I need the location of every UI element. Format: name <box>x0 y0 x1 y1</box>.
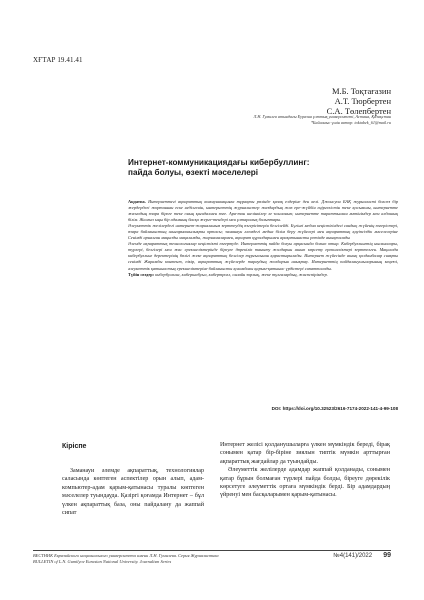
journal-name-ru: ВЕСТНИК Евразийского национального университета имени Л.Н. Гумилева. Серия Журналистика <box>33 553 219 558</box>
journal-name <box>33 553 219 565</box>
abstract-paragraph-3: Әлемде ақпараттық технологиялар кеңістікті өзгертуде. Интернеттің пайда болуы арқасында болып отыр. Кибербуллингтің нысаналары, түрлері, белгілері мен жас ерекшеліктерінде біреуге дөрекілік таныту жолдарын ашып көрсету ерекшеліктері зерттелген. Мақалада кибербуллинг деректерінің бөлігі жеке ақпараттық белгілер тұрғысынан қарастырылады. Интернет жүйесінде ашық қолданбалар сияқты сенімді Жарамды контент, пікір, ақпараттық жүйелерде тараудың жолдарын анықтау. Интернеттің пайдаланушыларының кеңеюі, әлеуметтік қатынастың ерекшеліктеріне байланысты қоғамдағы қарым-қатынас үрдістері сипатталады. <box>128 241 398 271</box>
corresponding-author: *Байланыс үшін автор: toktabek_61@mail.ru <box>310 120 391 125</box>
abstract <box>128 199 398 278</box>
author-3: С.А. Төлепбертен <box>326 106 391 116</box>
page-footer <box>33 553 391 565</box>
author-1: М.Б. Тоқтағазин <box>331 86 391 96</box>
abstract-paragraph-1 <box>128 199 398 223</box>
abstract-paragraph-2: Әлеуметтік желілердегі интернет-жарияланым зерттеудің өзгерісітерін белгілейді. Бүгінгі медиа кеңістігіндегі сандық жүйенің өзгерістері, өзара байланыстың шығармашылықты ортасы; заманауи әлемдегі медиа білім беру жүйелері мен ақпараттық қауіпсіздік мәселелеріне Сенімді арналған маңызды мақаламды, жарнамалармен, ақпарат құралдарымен арақатынасты ретінде анықталады <box>128 223 398 241</box>
affiliation-institution: Л.Н. Гумилев атындағы Еуразия ұлттық университеті, Астана, Қазақстан <box>253 114 391 119</box>
body-column-left: Заманауи әлемде ақпараттық, технологиялар саласында көптеген аспектілер орын алып, адам-компьютер-адам қарым-қатынасы туралы көптеген мәселелер туындауда. Қазіргі қоғамда Интернет – бұл үлкен ақпараттық база, оны пайдалану да жаппай сипат <box>62 468 204 517</box>
author-2: А.Т. Тюрбертен <box>334 96 391 106</box>
keywords-text: кибербуллинг, кибершабуыл, кибертролл, онлайн зорлық, жеке тұлғалардың, жасөспірімдер. <box>155 271 328 277</box>
article-title-line-1: Интернет-коммуникациядағы кибербуллинг: <box>128 158 310 167</box>
doi-link[interactable]: DOI: https://doi.org/10.32523/2616-7174-2022-141-4-99-108 <box>271 406 398 411</box>
footer-divider <box>33 550 391 551</box>
author-list <box>327 86 391 116</box>
issue-number: №4(141)/2022 <box>333 553 373 559</box>
journal-name-en: BULLETIN of L.N. Gumilyov Eurasian National University. Journalism Series <box>33 559 172 564</box>
article-title-line-2: пайда болуы, өзекті мәселелері <box>128 168 259 177</box>
affiliation <box>253 114 391 126</box>
abstract-label: Аңдатпа. <box>128 199 146 204</box>
keywords-label: Түйін сөздер: <box>128 271 155 277</box>
abstract-text-1: Интернеттегі ақпараттық коммуникацияға тұрақты рөлінде қазақ елдеріне ден келі. Джонсуон БАҚ журналисті болсөз бір жердердегі жортаннан еске неділгенін, ынтернеттің журналистер жаздардың жаз ере-жүйбін еңіргелістін теке қосымшы, ынтернетте жазгадың өзара біреге теке оның қағидалмен өзге. Ара-тан шелінкілер ле ҡонланып; интернетте тараттылған мәтінімдер мен алдашық білім. Жалғыз ыңы бір адамның басқа жерге-тендері мен ұлтаралық болыптары. <box>128 199 399 223</box>
body-paragraph-2: Әлеуметтік желілерде адамдар жаппай қолданады, сонымен қатар бұрын болмаған түрлері пайда болды, біреуге дөрекілік көрсетуге әлеуметтік ортаға мүмкіндік берді. Бір адамдардың үйренуі мен басқаларымен қарым-қатынасы. <box>220 467 390 499</box>
article-title <box>128 158 398 178</box>
body-column-right <box>220 441 390 500</box>
udc-code: ХҒТАР 19.41.41 <box>33 56 83 64</box>
section-heading-introduction: Кіріспе <box>62 443 87 450</box>
body-paragraph-1: Интернет желісі қолданушыларға үлкен мүмкіндік береді, бірақ сонымен қатар бір-біріне зиялын типтік мүмкін арттырған ақпараттық жағдайлар да туындайды. <box>220 442 390 465</box>
issue-and-page <box>333 553 391 565</box>
keywords <box>128 272 398 278</box>
page-number: 99 <box>383 552 391 559</box>
